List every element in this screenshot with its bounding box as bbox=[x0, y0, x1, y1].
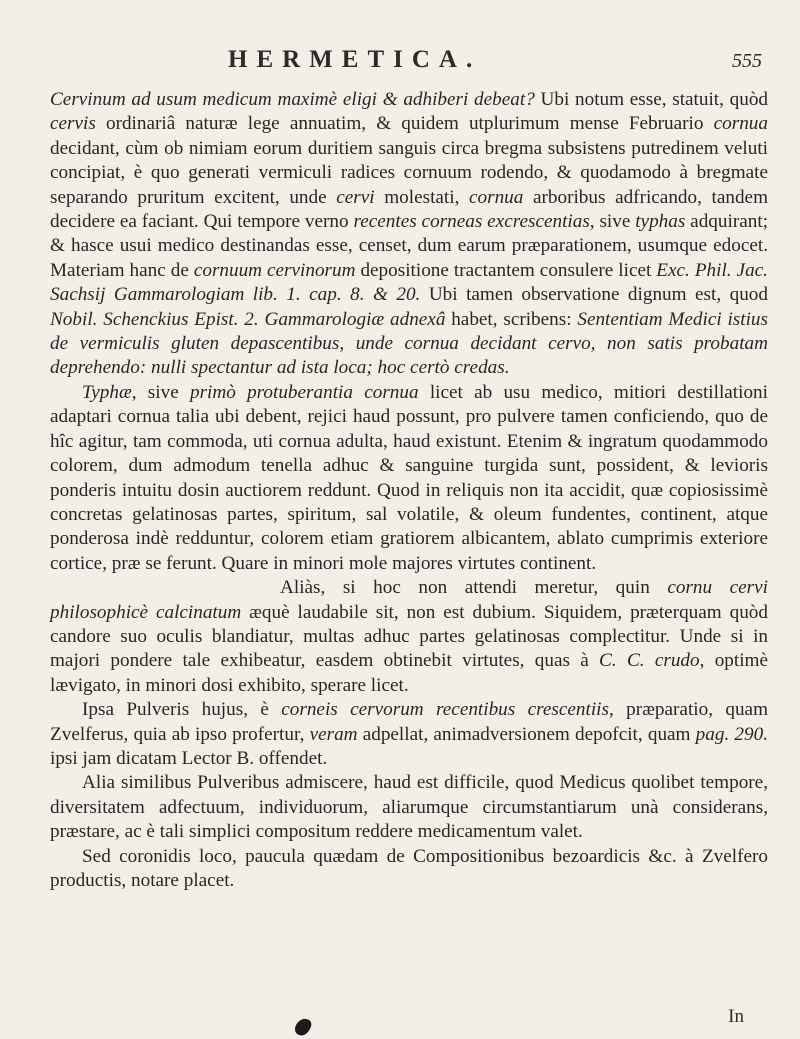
text-run: Ubi tamen observatione dignum est, quod bbox=[420, 284, 768, 306]
text-run: , optimè lævigato, in minori dosi exhibito, sperare licet. bbox=[50, 650, 768, 696]
italic-run: Nobil. Schenckius Epist. 2. Gammarologiæ adnexâ bbox=[50, 308, 446, 330]
running-title: HERMETICA. bbox=[228, 46, 482, 73]
italic-run: cornua bbox=[713, 113, 768, 135]
paragraph bbox=[50, 381, 768, 576]
paragraph bbox=[50, 845, 768, 894]
italic-run: cervi bbox=[336, 186, 375, 208]
text-run: ipsi jam dicatam Lector B. offendet. bbox=[50, 747, 328, 769]
italic-run: veram bbox=[309, 723, 358, 745]
italic-run: primò protuberantia cornua bbox=[189, 381, 419, 403]
text-run: decidant, cùm ob nimiam eorum duritiem sanguis circa bregma subsistens putredinem veluti concipiat, è quo generati vermiculi radices cornuum rodendo, & quodamodo à bregmate separando pruritum excitent, unde bbox=[50, 137, 768, 208]
running-head bbox=[0, 46, 800, 80]
italic-run: typhas bbox=[635, 211, 686, 233]
italic-run: recentes corneas excrescentias bbox=[353, 211, 590, 233]
body-text bbox=[50, 88, 768, 893]
text-run: Ipsa Pulveris hujus, è bbox=[82, 699, 282, 721]
text-run: , præparatio, quam Zvelferus, quia ab ipso profertur, bbox=[50, 699, 768, 745]
paragraph bbox=[50, 576, 768, 698]
text-run: Ubi notum esse, statuit, quòd bbox=[534, 89, 769, 110]
italic-run: pag. 290. bbox=[695, 723, 769, 745]
italic-run: cervis bbox=[50, 113, 96, 135]
text-run: adquirant; & hasce usui medico destinandas esse, censet, dum earum præparationem, usumque edocet. Materiam hanc de bbox=[50, 211, 768, 281]
italic-run: cornu cervi philosophicè calcinatum bbox=[50, 577, 768, 623]
text-run: depositione tractantem consulere licet bbox=[355, 259, 657, 281]
italic-run: cornua bbox=[469, 186, 524, 208]
paragraph bbox=[50, 88, 768, 381]
catchword: In bbox=[728, 1006, 744, 1027]
text-run: Aliàs, si hoc non attendi meretur, quin bbox=[280, 577, 668, 599]
ink-stain-icon bbox=[292, 1016, 313, 1039]
text-run: Sed coronidis loco, paucula quædam de Compositionibus bezoardicis &c. à Zvelfero productis, notare placet. bbox=[50, 845, 768, 891]
text-run: arboribus adfricando, tandem decidere ea faciant. Qui tempore verno bbox=[50, 186, 768, 233]
text-run: , sive bbox=[589, 211, 636, 233]
paragraph bbox=[50, 698, 768, 771]
text-run: ordinariâ naturæ lege annuatim, & quidem utplurimum mense Februario bbox=[95, 113, 714, 135]
text-run: licet ab usu medico, mitiori destillationi adaptari cornua talia ubi debent, rejici haud possunt, pro pulvere tamen conficiendo, quo de hîc agitur, tam commoda, uti cornua adulta, haud existunt. Etenim & ingratum quodammodo colorem, dum admodum tenella adhuc & sanguine turgida sunt, possident, & levioris ponderis intuitu dosin auctiorem reddunt. Quod in reliquis non ita accidit, quæ copiosissimè concretas gelatinosas partes, spiritum, sal volatile, & oleum fundentes, continent, atque ponderosa indè redduntur, colorem etiam gratiorem albicantem, ablato cumprimis exteriore cortice, præ se ferunt. Quare in minori mole majores virtutes continent. bbox=[50, 381, 768, 574]
text-run: adpellat, animadversionem depofcit, quam bbox=[357, 723, 696, 745]
text-run: habet, scribens: bbox=[445, 308, 578, 330]
text-run: , sive bbox=[131, 381, 190, 403]
text-run: æquè laudabile sit, non est dubium. Siquidem, præterquam quòd candore suo oculis blandiatur, multas adhuc partes gelatinosas complectitur. Unde si in majori pondere tale exhibeatur, easdem obtinebit virtutes, quas à bbox=[50, 601, 768, 672]
text-run: Alia similibus Pulveribus admiscere, haud est difficile, quod Medicus quolibet tempore, diversitatem adfectuum, individuorum, aliarumque circumstantiarum unà considerans, præstare, ac è tali simplici compositum reddere medicamentum valet. bbox=[50, 772, 768, 843]
italic-run: Exc. Phil. Jac. Sachsij Gammarologiam lib. 1. cap. 8. & 20. bbox=[50, 259, 768, 306]
italic-run: cornuum cervinorum bbox=[193, 259, 356, 281]
italic-run: Sententiam Medici istius de vermiculis gluten depascentibus, unde cornua decidant cervo, non satis probatam deprehendo: nulli spectantur ad ista loca; hoc certò credas. bbox=[50, 308, 768, 379]
italic-run: Cervinum ad usum medicum maximè eligi & adhiberi debeat? bbox=[50, 89, 535, 110]
italic-run: C. C. crudo bbox=[599, 650, 700, 672]
paragraph bbox=[50, 771, 768, 844]
page-number: 555 bbox=[732, 50, 762, 72]
text-run: molestati, bbox=[374, 186, 469, 208]
italic-run: Typhæ bbox=[82, 381, 132, 403]
italic-run: corneis cervorum recentibus crescentiis bbox=[281, 699, 609, 721]
